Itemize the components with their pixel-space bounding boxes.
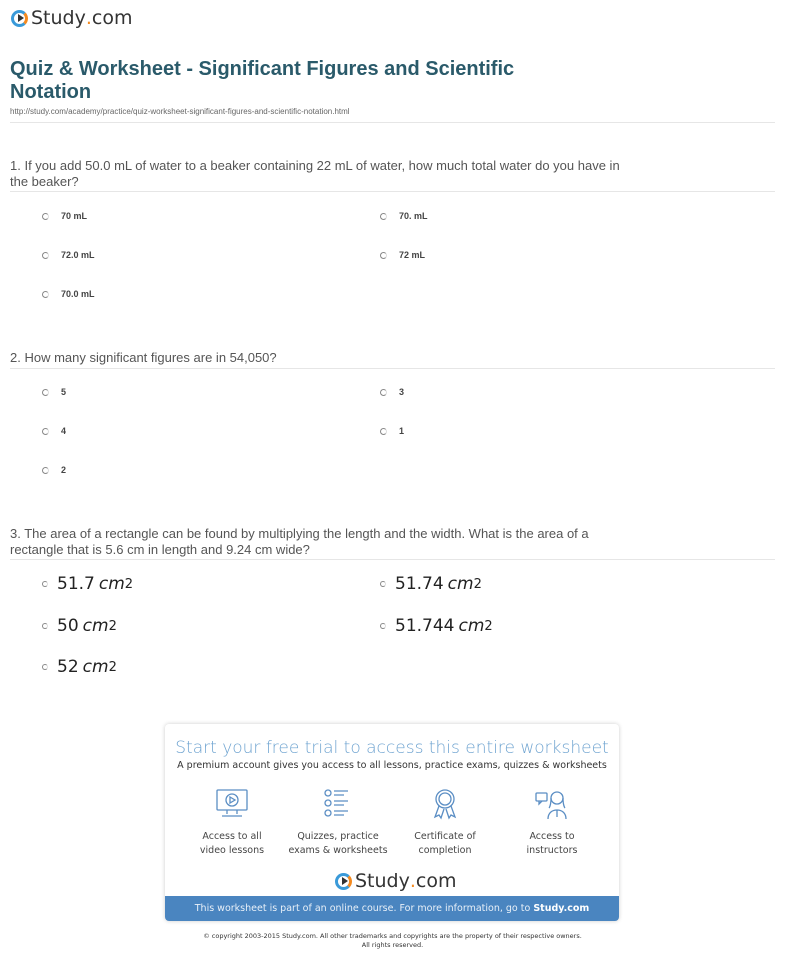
option-label: 5 xyxy=(61,387,67,397)
logo-dot: . xyxy=(85,7,92,29)
promo-title[interactable]: Start your free trial to access this entire worksheet xyxy=(175,738,609,758)
question-1-text: 1. If you add 50.0 mL of water to a beaker containing 22 mL of water, how much total water do you have in the beaker? xyxy=(10,158,620,189)
question-3-text: 3. The area of a rectangle can be found by multiplying the length and the width. What is the area of a rectangle that is 5.6 cm in length and 9.24 cm wide? xyxy=(10,526,589,557)
option-exponent: 2 xyxy=(108,618,117,634)
radio-button[interactable] xyxy=(380,581,386,587)
certificate-icon xyxy=(428,788,462,820)
radio-button[interactable] xyxy=(380,213,387,220)
option-number: 51.74 xyxy=(395,574,444,594)
radio-button[interactable] xyxy=(42,581,48,587)
option-unit: cm xyxy=(82,657,109,677)
logo-suffix: com xyxy=(415,870,457,892)
answer-option[interactable] xyxy=(42,426,66,436)
logo-suffix: com xyxy=(91,7,133,29)
option-unit: cm xyxy=(98,574,125,594)
play-logo-icon xyxy=(11,10,28,27)
play-logo-icon xyxy=(335,873,352,890)
feature-label: exams & worksheets xyxy=(288,845,388,856)
band-text: This worksheet is part of an online course. For more information, go to xyxy=(194,903,534,914)
feature-instructors xyxy=(497,788,607,858)
answer-option[interactable] xyxy=(42,657,117,677)
option-label: 70.0 mL xyxy=(61,289,95,299)
option-exponent: 2 xyxy=(124,576,134,592)
logo-dot: . xyxy=(409,870,416,892)
radio-button[interactable] xyxy=(42,252,49,259)
option-number: 50 xyxy=(57,616,79,636)
copyright xyxy=(0,932,785,950)
study-link[interactable]: Study.com xyxy=(533,903,590,914)
info-band xyxy=(165,896,619,921)
radio-button[interactable] xyxy=(42,291,49,298)
page-title: Quiz & Worksheet - Significant Figures and Scientific Notation xyxy=(10,58,515,103)
answer-option[interactable] xyxy=(42,289,95,299)
feature-video-lessons xyxy=(177,788,287,858)
feature-label: Access to all xyxy=(202,831,262,842)
feature-label: video lessons xyxy=(199,845,265,856)
option-unit: cm xyxy=(82,616,109,636)
radio-button[interactable] xyxy=(42,389,49,396)
feature-label: Access to xyxy=(529,831,575,842)
answer-option[interactable] xyxy=(380,250,425,260)
copyright-line: All rights reserved. xyxy=(361,941,424,949)
answer-option[interactable] xyxy=(380,426,404,436)
answer-option[interactable] xyxy=(380,211,428,221)
answer-option[interactable] xyxy=(42,616,117,636)
feature-certificate xyxy=(390,788,500,858)
answer-option[interactable] xyxy=(380,387,404,397)
answer-option[interactable] xyxy=(42,250,95,260)
answer-option[interactable] xyxy=(42,387,66,397)
radio-button[interactable] xyxy=(42,213,49,220)
answer-option[interactable] xyxy=(42,574,133,594)
option-label: 3 xyxy=(399,387,405,397)
option-number: 51.744 xyxy=(395,616,455,636)
divider xyxy=(10,191,775,192)
option-exponent: 2 xyxy=(108,659,117,675)
promo-subtitle: A premium account gives you access to all lessons, practice exams, quizzes & worksheets xyxy=(177,760,607,771)
option-number: 51.7 xyxy=(57,574,95,594)
feature-label: Quizzes, practice xyxy=(297,831,379,842)
copyright-line: © copyright 2003-2015 Study.com. All other trademarks and copyrights are the property of their respective owners. xyxy=(203,932,582,940)
option-unit: cm xyxy=(458,616,485,636)
divider xyxy=(10,559,775,560)
option-label: 70. mL xyxy=(399,211,428,221)
logo-text: Study xyxy=(31,7,86,29)
option-unit: cm xyxy=(447,574,474,594)
quiz-list-icon xyxy=(321,788,355,820)
option-label: 4 xyxy=(61,426,67,436)
feature-label: instructors xyxy=(526,845,578,856)
feature-quizzes xyxy=(283,788,393,858)
radio-button[interactable] xyxy=(42,623,48,629)
promo-study-logo[interactable] xyxy=(335,870,457,892)
option-exponent: 2 xyxy=(484,618,493,634)
option-label: 70 mL xyxy=(61,211,88,221)
option-label: 72.0 mL xyxy=(61,250,95,260)
feature-label: completion xyxy=(418,845,472,856)
option-label: 1 xyxy=(399,426,405,436)
option-number: 52 xyxy=(57,657,79,677)
logo-text: Study xyxy=(355,870,410,892)
answer-option[interactable] xyxy=(380,574,482,594)
question-2-text: 2. How many significant figures are in 54,050? xyxy=(10,350,277,365)
instructor-icon xyxy=(535,788,569,820)
option-exponent: 2 xyxy=(473,576,482,592)
divider xyxy=(10,122,775,123)
radio-button[interactable] xyxy=(42,428,49,435)
radio-button[interactable] xyxy=(380,252,387,259)
radio-button[interactable] xyxy=(42,664,48,670)
radio-button[interactable] xyxy=(380,623,386,629)
radio-button[interactable] xyxy=(380,389,387,396)
answer-option[interactable] xyxy=(42,211,87,221)
study-logo[interactable] xyxy=(11,7,133,29)
divider xyxy=(10,368,775,369)
option-label: 72 mL xyxy=(399,250,426,260)
answer-option[interactable] xyxy=(42,465,66,475)
free-trial-promo xyxy=(165,724,619,921)
answer-option[interactable] xyxy=(380,616,493,636)
option-label: 2 xyxy=(61,465,67,475)
feature-label: Certificate of xyxy=(414,831,476,842)
page-url[interactable]: http://study.com/academy/practice/quiz-worksheet-significant-figures-and-scientific-notation.html xyxy=(10,107,350,116)
radio-button[interactable] xyxy=(42,467,49,474)
video-lesson-icon xyxy=(215,788,249,820)
radio-button[interactable] xyxy=(380,428,387,435)
